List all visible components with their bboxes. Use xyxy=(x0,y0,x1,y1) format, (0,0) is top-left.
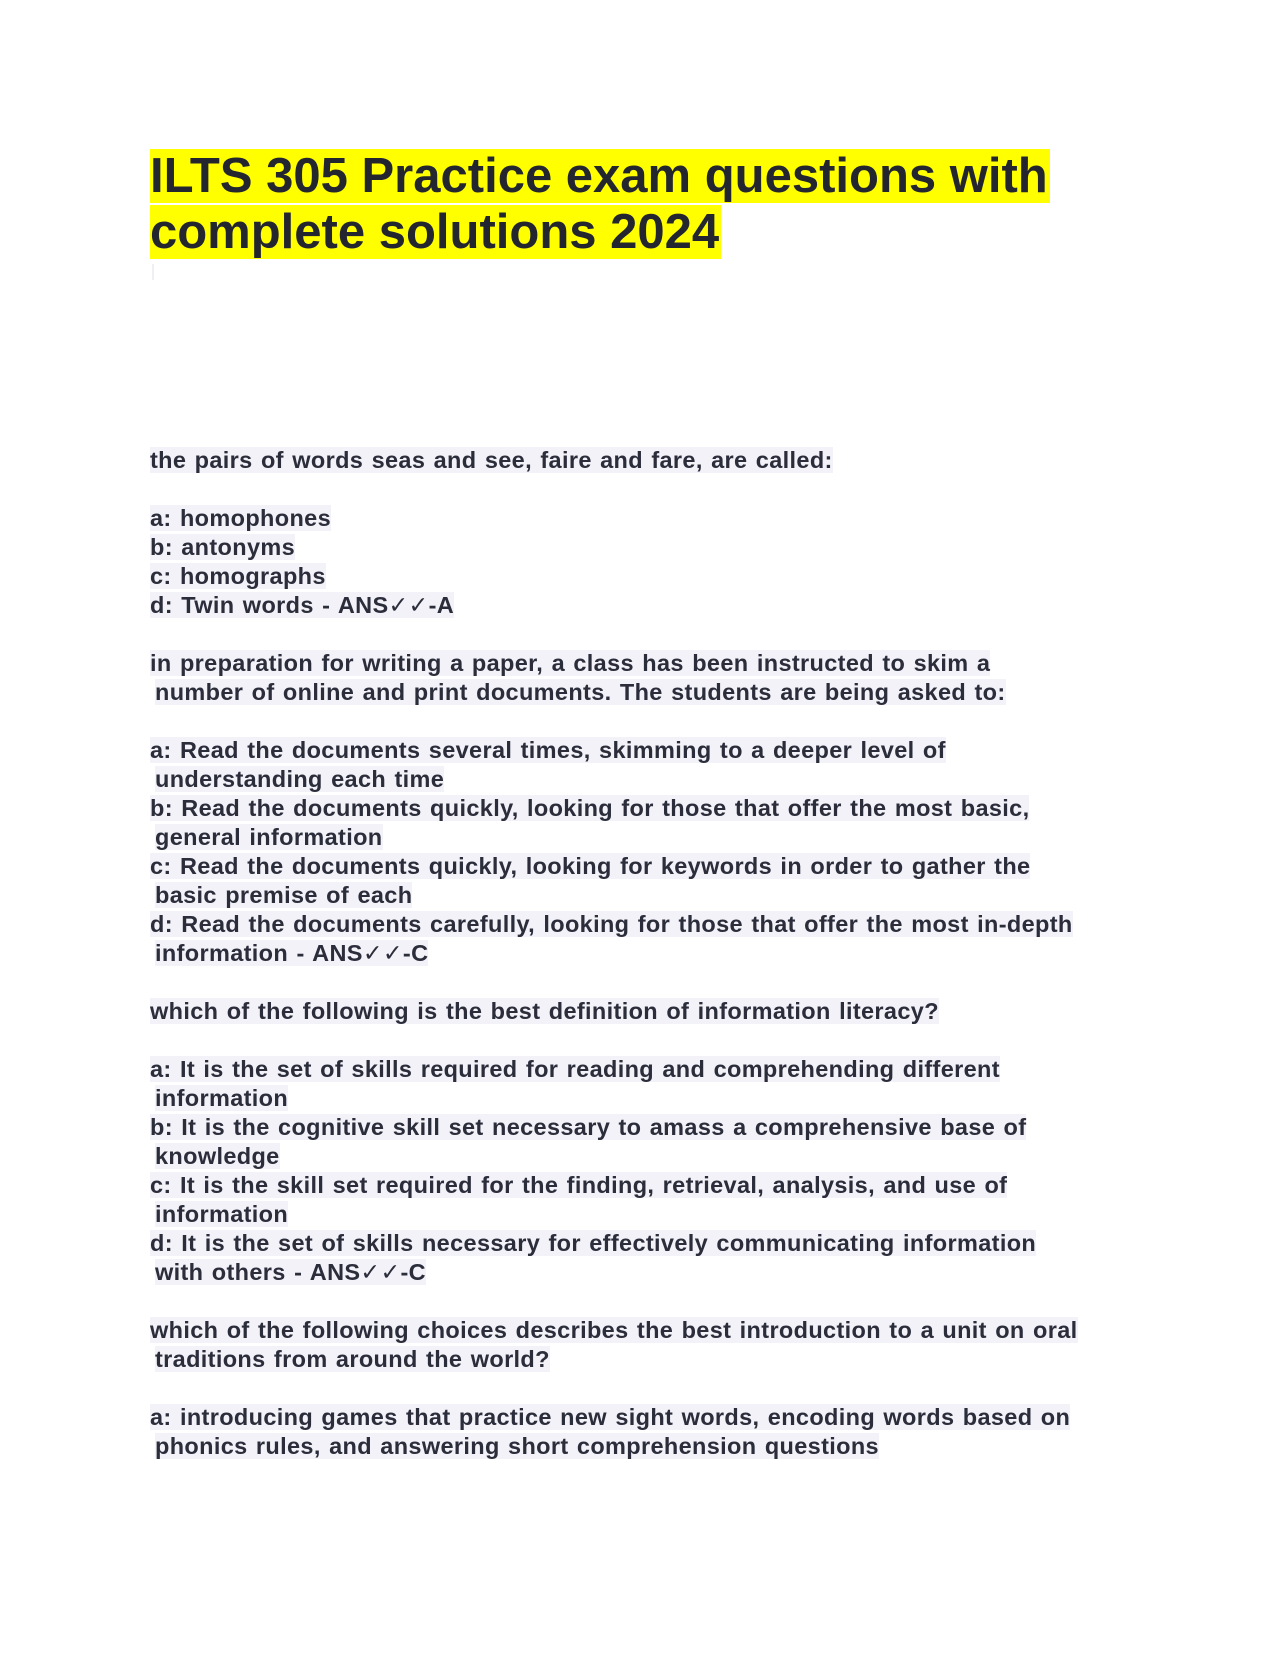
question-2-options xyxy=(150,736,1160,968)
question-line: the pairs of words seas and see, faire and fare, are called: xyxy=(150,447,833,473)
option-line: a: Read the documents several times, skimming to a deeper level of xyxy=(150,737,946,763)
option-line-answer: with others - ANS✓✓-C xyxy=(155,1259,426,1285)
option-line: b: Read the documents quickly, looking for those that offer the most basic, xyxy=(150,795,1030,821)
question-3-options xyxy=(150,1055,1160,1287)
option-line-answer: d: Twin words - ANS✓✓-A xyxy=(150,592,455,618)
option-line: b: antonyms xyxy=(150,534,296,560)
question-line: which of the following is the best definition of information literacy? xyxy=(150,998,939,1024)
option-line: b: It is the cognitive skill set necessary to amass a comprehensive base of xyxy=(150,1114,1027,1140)
question-3-text xyxy=(150,997,1160,1026)
option-line-answer: information - ANS✓✓-C xyxy=(155,940,429,966)
question-4-text xyxy=(150,1316,1160,1374)
option-line: general information xyxy=(155,824,383,850)
option-line: d: It is the set of skills necessary for effectively communicating information xyxy=(150,1230,1037,1256)
option-line: information xyxy=(155,1085,289,1111)
question-line: which of the following choices describes the best introduction to a unit on oral xyxy=(150,1317,1078,1343)
question-4-options xyxy=(150,1403,1160,1461)
question-line: in preparation for writing a paper, a class has been instructed to skim a xyxy=(150,650,991,676)
document-title xyxy=(150,148,1150,260)
text-cursor-mark xyxy=(152,264,154,280)
option-line: understanding each time xyxy=(155,766,445,792)
question-1-options xyxy=(150,504,1160,620)
questions-list xyxy=(150,446,1160,1490)
option-line: basic premise of each xyxy=(155,882,413,908)
option-line: c: Read the documents quickly, looking for keywords in order to gather the xyxy=(150,853,1031,879)
option-line: a: homophones xyxy=(150,505,331,531)
option-line: phonics rules, and answering short comprehension questions xyxy=(155,1433,879,1459)
title-line-1: ILTS 305 Practice exam questions with xyxy=(150,149,1048,203)
option-line: a: introducing games that practice new sight words, encoding words based on xyxy=(150,1404,1071,1430)
option-line: knowledge xyxy=(155,1143,280,1169)
option-line: information xyxy=(155,1201,289,1227)
title-line-2: complete solutions 2024 xyxy=(150,205,720,259)
question-line: number of online and print documents. The students are being asked to: xyxy=(155,679,1006,705)
option-line: d: Read the documents carefully, looking for those that offer the most in-depth xyxy=(150,911,1073,937)
option-line: c: homographs xyxy=(150,563,326,589)
option-line: a: It is the set of skills required for reading and comprehending different xyxy=(150,1056,1000,1082)
question-line: traditions from around the world? xyxy=(155,1346,550,1372)
question-2-text xyxy=(150,649,1160,707)
option-line: c: It is the skill set required for the finding, retrieval, analysis, and use of xyxy=(150,1172,1008,1198)
question-1-text xyxy=(150,446,1160,475)
